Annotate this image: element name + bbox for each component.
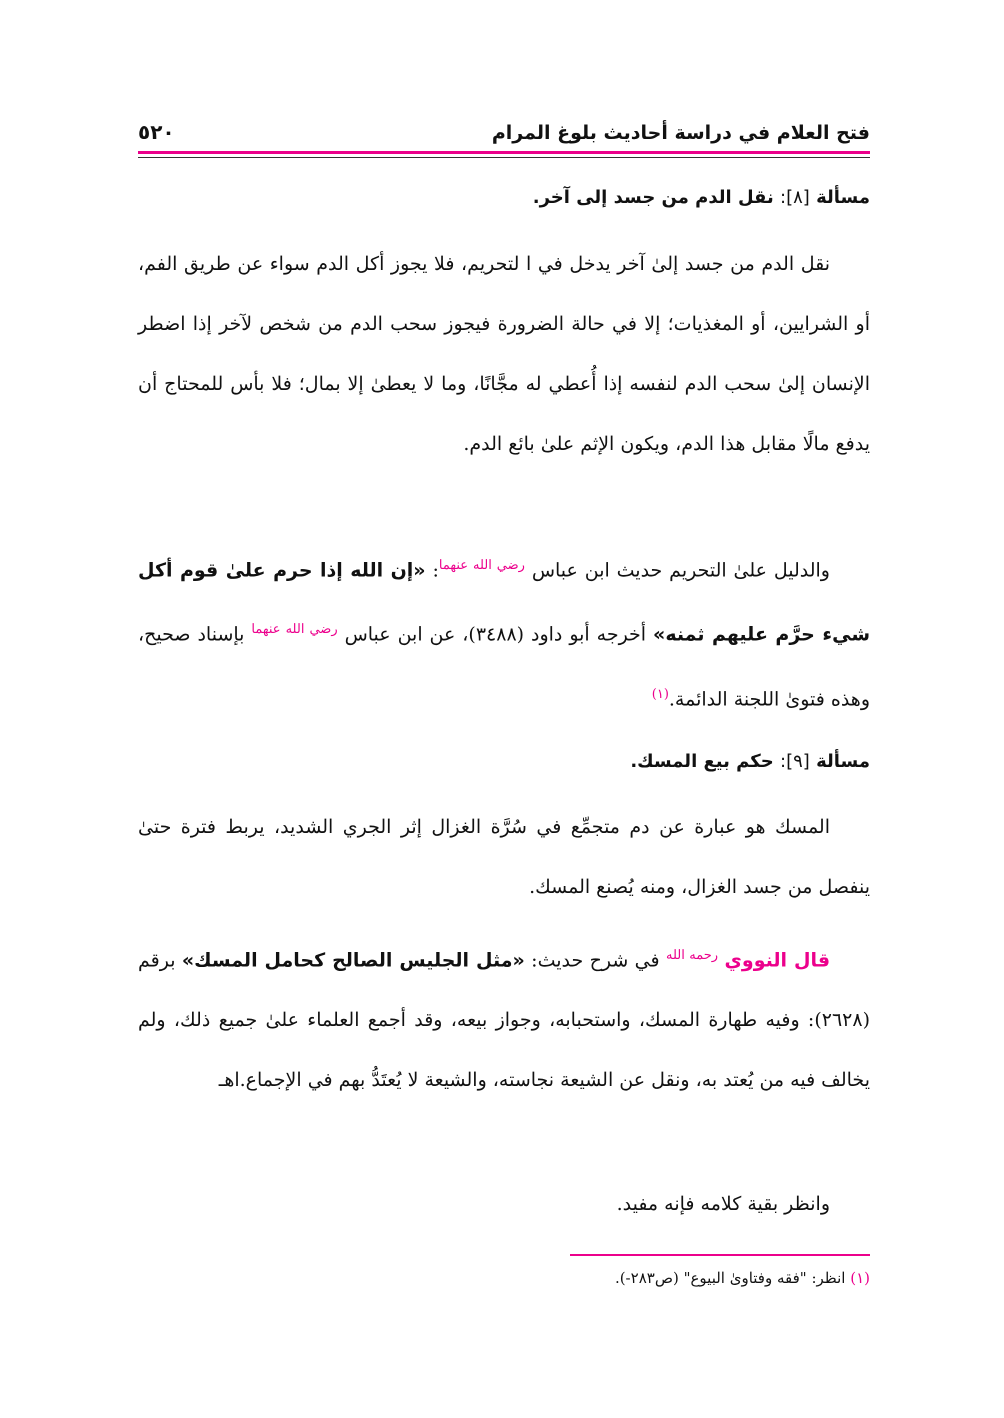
- paragraph-evidence: والدليل علىٰ التحريم حديث ابن عباس $^{رضي الله عنهما}$: «إن الله إذا حرم علىٰ قوم أكل شيء حرَّم عليهم ثمنه» أخرجه أبو داود (٣٤٨٨)، عن ابن عباس $^{رضي الله عنهما}$ بإسناد صحيح، وهذه فتوىٰ اللجنة الدائمة.$^{(١)}$: [138, 558, 871, 710]
- footnote-rule: [570, 1254, 870, 1256]
- paragraph-nawawi: [138, 926, 870, 1110]
- honorific-glyph: رضي الله عنهما: [251, 622, 338, 638]
- footnote-mark: (١): [850, 1269, 870, 1287]
- evidence-intro: والدليل علىٰ التحريم حديث ابن عباس: [531, 559, 830, 582]
- evidence-source: أخرجه أبو داود (٣٤٨٨)، عن ابن عباس: [344, 623, 647, 646]
- footnote-text: انظر: "فقه وفتاوىٰ البيوع" (ص٢٨٣-).: [614, 1269, 846, 1287]
- issue-number: [٩]:: [780, 751, 810, 772]
- issue-label: مسألة: [816, 751, 870, 772]
- footnote: [138, 1266, 870, 1290]
- paragraph-text: برقم (٢٦٢٨): وفيه طهارة المسك، واستحبابه، وجواز بيعه، وقد أجمع العلماء علىٰ جميع ذلك، ولم يخالف فيه من يُعتد به، ونقل عن الشيعة نجاسته، والشيعة لا يُعتَدُّ بهم في الإجماع.اهـ: [138, 949, 870, 1092]
- paragraph-text: نقل الدم من جسد إلىٰ آخر يدخل في ا لتحريم، فلا يجوز أكل الدم سواء عن طريق الفم، أو الشرايين، أو المغذيات؛ إلا في حالة الضرورة فيجوز سحب الدم من شخص لآخر إذا اضطر الإنسان إلىٰ سحب الدم لنفسه إذا أُعطي له مجَّانًا، وما لا يعطىٰ إلا بمال؛ فلا بأس للمحتاج أن يدفع مالًا مقابل هذا الدم، ويكون الإثم علىٰ بائع الدم.: [138, 253, 870, 455]
- honorific-glyph: رحمه الله: [665, 948, 719, 963]
- paragraph-blood-transfer: [138, 234, 870, 474]
- hadith-quote: «مثل الجليس الصالح كحامل المسك»: [181, 949, 525, 972]
- running-header: [138, 118, 870, 154]
- speaker-name: قال النووي: [724, 949, 831, 972]
- page: [138, 0, 870, 1418]
- header-rule-dark: [138, 157, 870, 158]
- issue-number: [٨]:: [780, 187, 810, 208]
- paragraph-musk-definition: [138, 797, 870, 917]
- nawawi-intro: في شرح حديث:: [531, 949, 660, 972]
- closing-line: وانظر بقية كلامه فإنه مفيد.: [616, 1193, 830, 1215]
- paragraph-text: المسك هو عبارة عن دم متجمِّع في سُرَّة الغزال إثر الجري الشديد، يربط فترة حتىٰ ينفصل من جسد الغزال، ومنه يُصنع المسك.: [138, 816, 870, 898]
- issue-title: نقل الدم من جسد إلى آخر.: [532, 187, 774, 208]
- issue-9-heading: [138, 747, 870, 777]
- honorific-glyph: رضي الله عنهما: [438, 558, 525, 573]
- hadith-quote: «إن الله إذا حرم علىٰ قوم أكل شيء حرَّم عليهم ثمنه»: [138, 559, 871, 646]
- footnote-ref[interactable]: (١): [651, 686, 669, 702]
- issue-label: مسألة: [816, 187, 870, 208]
- page-number: ٥٢٠: [138, 120, 175, 144]
- issue-title: حكم بيع المسك.: [630, 751, 774, 772]
- issue-8-heading: [138, 183, 870, 213]
- header-rule-pink: [138, 151, 870, 154]
- book-title: فتح العلام في دراسة أحاديث بلوغ المرام: [491, 122, 870, 144]
- evidence-end: بإسناد صحيح، وهذه فتوىٰ اللجنة الدائمة.: [138, 623, 870, 710]
